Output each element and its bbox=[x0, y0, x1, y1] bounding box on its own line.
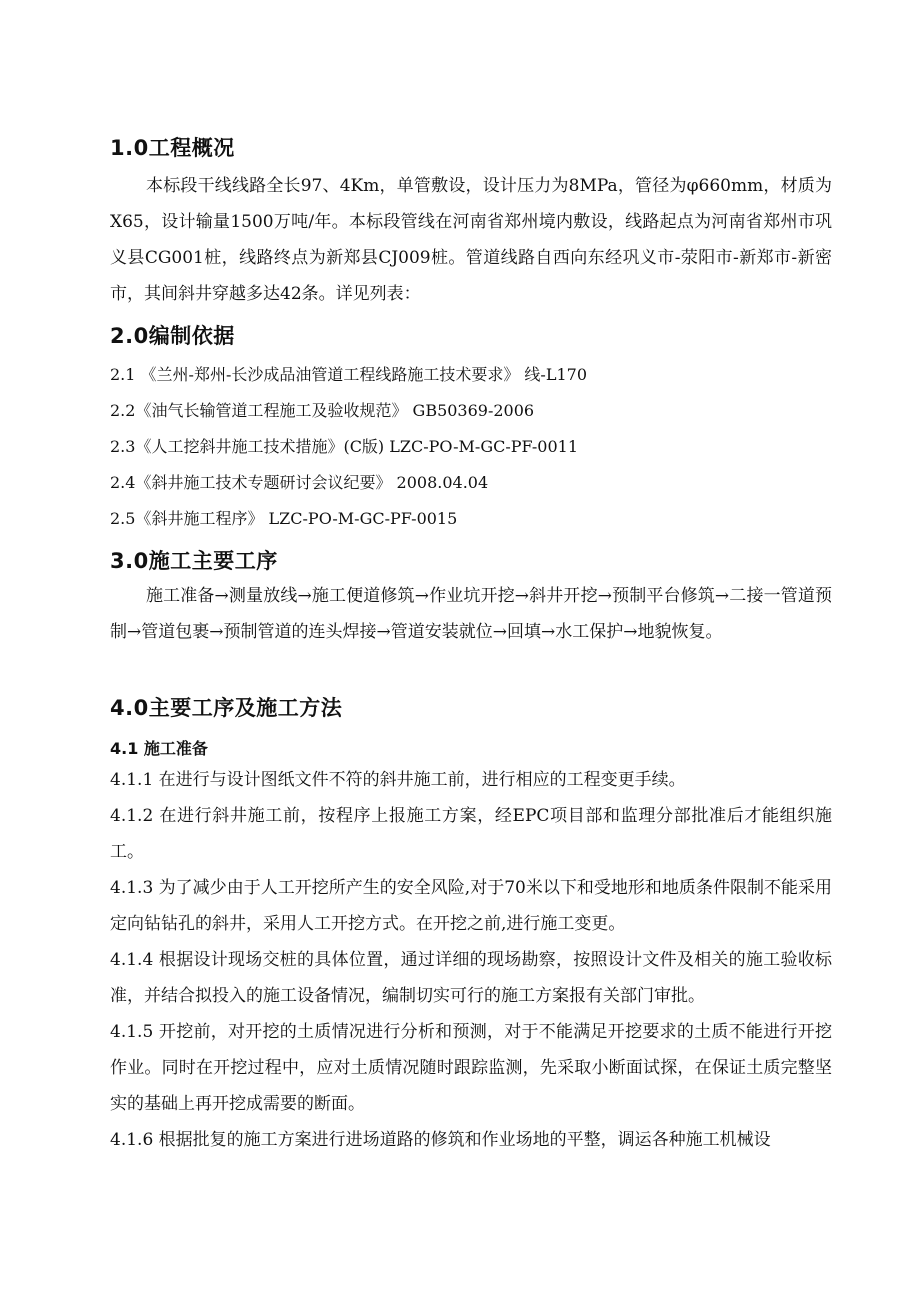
section-1-body: 本标段干线线路全长97、4Km，单管敷设，设计压力为8MPa，管径为φ660mm，材质为X65，设计输量1500万吨/年。本标段管线在河南省郑州境内敷设，线路起点为河南省郑州市巩义县CG001桩，线路终点为新郑县CJ009桩。管道线路自西向东经巩义市-荥阳市-新郑市-新密市，其间斜井穿越多达42条。详见列表： bbox=[110, 176, 832, 304]
reference-item: 2.4《斜井施工技术专题研讨会议纪要》 2008.04.04 bbox=[110, 473, 489, 492]
reference-item: 2.5《斜井施工程序》 LZC-PO-M-GC-PF-0015 bbox=[110, 509, 458, 528]
section-1-title: 1.0工程概况 bbox=[110, 136, 235, 160]
section-3-title: 3.0施工主要工序 bbox=[110, 549, 278, 573]
reference-item: 2.3《人工挖斜井施工技术措施》(C版) LZC-PO-M-GC-PF-0011 bbox=[110, 437, 579, 456]
clause-item: 4.1.1 在进行与设计图纸文件不符的斜井施工前，进行相应的工程变更手续。 bbox=[110, 770, 686, 790]
subsection-4-1-title: 4.1 施工准备 bbox=[110, 739, 208, 758]
reference-item: 2.2《油气长输管道工程施工及验收规范》 GB50369-2006 bbox=[110, 401, 535, 420]
clause-item: 4.1.5 开挖前，对开挖的土质情况进行分析和预测，对于不能满足开挖要求的土质不能进行开挖作业。同时在开挖过程中，应对土质情况随时跟踪监测，先采取小断面试探，在保证土质完整坚实的基础上再开挖成需要的断面。 bbox=[110, 1022, 832, 1114]
clause-item: 4.1.6 根据批复的施工方案进行进场道路的修筑和作业场地的平整，调运各种施工机械设 bbox=[110, 1130, 771, 1150]
section-2-title: 2.0编制依据 bbox=[110, 324, 235, 348]
section-3-body: 施工准备→测量放线→施工便道修筑→作业坑开挖→斜井开挖→预制平台修筑→二接一管道预制→管道包裹→预制管道的连头焊接→管道安装就位→回填→水工保护→地貌恢复。 bbox=[110, 586, 832, 642]
clause-item: 4.1.2 在进行斜井施工前，按程序上报施工方案，经EPC项目部和监理分部批准后才能组织施工。 bbox=[110, 806, 832, 862]
clause-item: 4.1.3 为了减少由于人工开挖所产生的安全风险,对于70米以下和受地形和地质条件限制不能采用定向钻钻孔的斜井，采用人工开挖方式。在开挖之前,进行施工变更。 bbox=[110, 878, 832, 934]
reference-item: 2.1 《兰州-郑州-长沙成品油管道工程线路施工技术要求》 线-L170 bbox=[110, 365, 588, 384]
section-4-title: 4.0主要工序及施工方法 bbox=[110, 696, 343, 720]
clause-item: 4.1.4 根据设计现场交桩的具体位置，通过详细的现场勘察，按照设计文件及相关的施工验收标准，并结合拟投入的施工设备情况，编制切实可行的施工方案报有关部门审批。 bbox=[110, 950, 832, 1006]
